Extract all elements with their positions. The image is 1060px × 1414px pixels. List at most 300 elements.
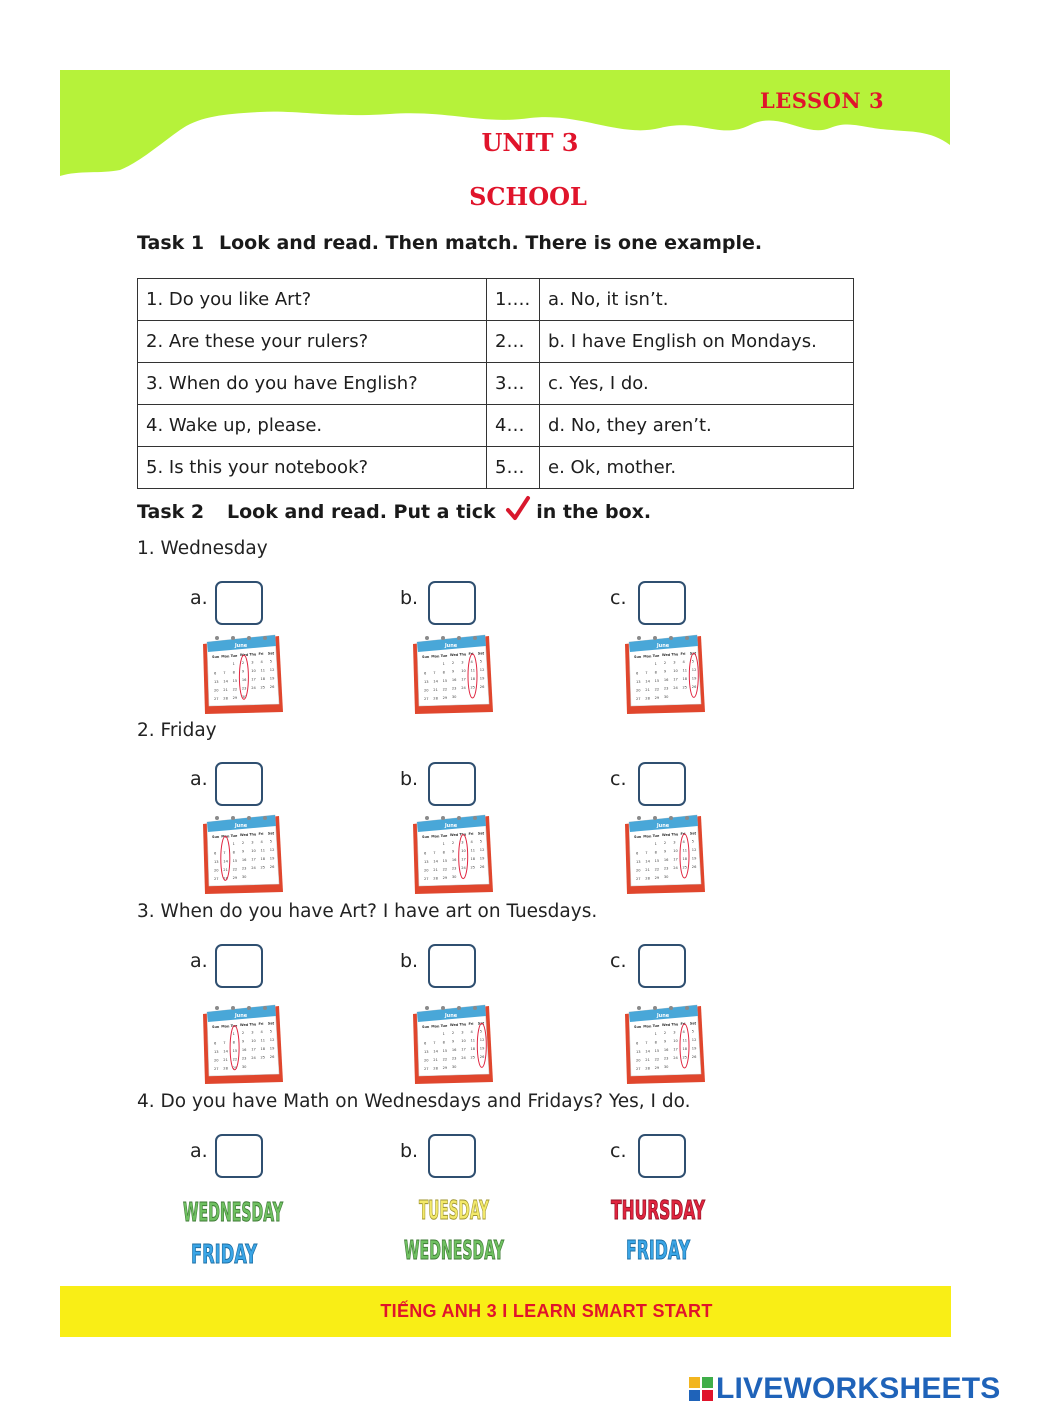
calendar-date: 16 [663, 858, 669, 863]
day-word-c2 [603, 1230, 713, 1270]
calendar-date: 7 [223, 850, 226, 855]
calendar-icon [621, 632, 705, 714]
calendar-date: 1 [232, 841, 235, 846]
calendar-date: 13 [424, 680, 429, 684]
calendar-date: 9 [241, 1039, 245, 1044]
calendar-date: 2 [663, 1031, 667, 1036]
calendar-date: 7 [433, 670, 436, 675]
calendar-weekday: Thu [249, 1022, 257, 1027]
brand-icon [688, 1376, 714, 1402]
calendar-date: 16 [451, 858, 457, 863]
calendar-weekday: Sun [212, 1025, 220, 1029]
calendar-date: 17 [461, 1047, 466, 1052]
calendar-icon [199, 632, 283, 714]
calendar-date: 30 [241, 1065, 247, 1070]
calendar-date: 24 [673, 1056, 678, 1061]
calendar-date: 10 [461, 1039, 466, 1044]
calendar-date: 21 [223, 867, 228, 872]
calendar-date: 14 [645, 1049, 650, 1054]
calendar-date: 9 [451, 1039, 455, 1044]
calendar-date: 17 [673, 857, 678, 862]
answer-slot[interactable]: 4… [487, 405, 540, 447]
calendar-date: 5 [269, 659, 273, 664]
calendar-date: 13 [424, 1050, 429, 1054]
calendar-date: 20 [424, 1058, 429, 1063]
answer-slot[interactable]: 3… [487, 363, 540, 405]
calendar-date: 15 [654, 858, 660, 863]
calendar-date: 26 [269, 1054, 275, 1059]
calendar-date: 22 [232, 867, 238, 872]
calendar-date: 1 [442, 841, 445, 846]
calendar-date: 30 [451, 875, 457, 880]
calendar-date: 11 [260, 848, 266, 853]
calendar-date: 26 [691, 684, 697, 689]
tick-box-q2-b[interactable] [428, 762, 476, 806]
answer-cell: b. I have English on Mondays. [540, 321, 854, 363]
calendar-date: 29 [442, 875, 448, 880]
tick-box-q3-c[interactable] [638, 944, 686, 988]
tick-box-q4-a[interactable] [215, 1134, 263, 1178]
day-word-b2 [399, 1230, 509, 1270]
calendar-date: 22 [442, 867, 448, 872]
calendar-date: 15 [442, 858, 448, 863]
calendar-date: 27 [636, 877, 641, 881]
matching-table [137, 278, 854, 489]
calendar-date: 9 [663, 1039, 667, 1044]
calendar-weekday: Thu [671, 832, 679, 837]
calendar-date: 9 [663, 669, 667, 674]
answer-cell: e. Ok, mother. [540, 447, 854, 489]
calendar-weekday: Sun [212, 835, 220, 839]
calendar-date: 21 [645, 1057, 650, 1062]
calendar-weekday: Sun [422, 655, 430, 659]
question-1: 1. Wednesday [137, 538, 268, 559]
calendar-date: 9 [451, 669, 455, 674]
calendar-date: 25 [260, 865, 266, 870]
table-row [138, 279, 854, 321]
tick-box-q3-a[interactable] [215, 944, 263, 988]
calendar-date: 7 [433, 1040, 436, 1045]
calendar-date: 21 [645, 687, 650, 692]
calendar-weekday: Sun [634, 835, 642, 839]
calendar-date: 3 [673, 660, 676, 665]
day-word-b1 [399, 1190, 509, 1230]
table-row [138, 405, 854, 447]
calendar-date: 25 [470, 865, 476, 870]
calendar-weekday: Sun [422, 1025, 430, 1029]
answer-slot[interactable]: 1…. [487, 279, 540, 321]
calendar-date: 7 [223, 1040, 226, 1045]
calendar-date: 10 [673, 1039, 678, 1044]
calendar-weekday: Sat [267, 1021, 275, 1026]
calendar-date: 4 [470, 840, 473, 844]
calendar-date: 19 [691, 1046, 697, 1051]
day-word-text: WEDNESDAY [404, 1236, 505, 1266]
calendar-weekday: Sat [477, 1021, 485, 1026]
calendar-date: 2 [451, 841, 455, 846]
calendar-weekday: Fri [468, 832, 474, 836]
calendar-weekday: Sat [267, 651, 275, 656]
task2-instruction: Look and read. Put a tick [227, 501, 496, 523]
calendar-month: June [234, 823, 248, 829]
calendar-icon [199, 1002, 283, 1084]
calendar-date: 30 [241, 875, 247, 880]
calendar-weekday: Sun [634, 655, 642, 659]
answer-slot[interactable]: 5… [487, 447, 540, 489]
calendar-date: 8 [232, 1040, 235, 1045]
calendar-date: 19 [269, 856, 275, 861]
calendar-date: 14 [433, 859, 438, 864]
tick-box-q4-b[interactable] [428, 1134, 476, 1178]
calendar-date: 6 [636, 1041, 639, 1046]
calendar-date: 6 [214, 851, 217, 856]
calendar-date: 10 [251, 669, 256, 674]
calendar-date: 13 [636, 1050, 641, 1054]
calendar-weekday: Tue [230, 1023, 238, 1028]
calendar-date: 19 [479, 856, 485, 861]
calendar-date: 12 [479, 667, 485, 672]
option-label: a. [190, 1140, 208, 1162]
calendar-date: 11 [682, 668, 688, 673]
answer-cell: a. No, it isn’t. [540, 279, 854, 321]
calendar-date: 9 [241, 849, 245, 854]
answer-slot[interactable]: 2… [487, 321, 540, 363]
question-cell: 5. Is this your notebook? [138, 447, 487, 489]
calendar-date: 24 [461, 686, 466, 691]
calendar-date: 5 [479, 1029, 483, 1034]
calendar-date: 9 [451, 849, 455, 854]
calendar-date: 8 [654, 850, 657, 855]
calendar-date: 6 [636, 851, 639, 856]
calendar-weekday: Sun [422, 835, 430, 839]
calendar-date: 11 [260, 668, 266, 673]
calendar-date: 12 [269, 667, 275, 672]
calendar-date: 15 [232, 678, 238, 683]
calendar-weekday: Tue [440, 1023, 448, 1028]
unit-title: UNIT 3 [481, 128, 579, 157]
calendar-month: June [234, 643, 248, 649]
tick-box-q2-a[interactable] [215, 762, 263, 806]
calendar-date: 22 [232, 1057, 238, 1062]
calendar-weekday: Sat [689, 831, 697, 836]
calendar-date: 26 [269, 864, 275, 869]
calendar-date: 18 [260, 677, 266, 681]
calendar-date: 18 [682, 857, 688, 861]
calendar-date: 13 [424, 860, 429, 864]
calendar-date: 21 [433, 687, 438, 692]
calendar-weekday: Fri [258, 1022, 264, 1026]
calendar-date: 8 [232, 670, 235, 675]
calendar-weekday: Fri [468, 1022, 474, 1026]
calendar-date: 3 [461, 660, 464, 665]
calendar-weekday: Tue [440, 833, 448, 838]
calendar-weekday: Mon [221, 834, 230, 839]
calendar-date: 5 [479, 839, 483, 844]
calendar-date: 23 [663, 686, 669, 691]
brand-logo [688, 1372, 1001, 1406]
table-row [138, 363, 854, 405]
calendar-date: 24 [251, 866, 256, 871]
calendar-icon [409, 632, 493, 714]
calendar-date: 10 [461, 849, 466, 854]
calendar-date: 17 [251, 677, 256, 682]
calendar-date: 26 [479, 684, 485, 689]
calendar-weekday: Sat [267, 831, 275, 836]
calendar-date: 4 [470, 660, 473, 664]
calendar-weekday: Tue [230, 833, 238, 838]
calendar-date: 27 [424, 877, 429, 881]
calendar-date: 30 [663, 875, 669, 880]
calendar-date: 18 [682, 1047, 688, 1051]
calendar-date: 10 [251, 1039, 256, 1044]
calendar-date: 2 [241, 661, 245, 666]
calendar-date: 5 [269, 1029, 273, 1034]
calendar-date: 16 [663, 1048, 669, 1053]
calendar-date: 23 [451, 686, 457, 691]
header-banner [60, 70, 950, 180]
day-word-c1 [603, 1190, 713, 1230]
calendar-weekday: Wed [239, 653, 249, 658]
calendar-date: 17 [461, 677, 466, 682]
calendar-date: 28 [433, 696, 438, 701]
calendar-month: June [234, 1013, 248, 1019]
calendar-date: 10 [461, 669, 466, 674]
calendar-date: 4 [682, 660, 685, 664]
calendar-date: 21 [645, 867, 650, 872]
tick-box-q2-c[interactable] [638, 762, 686, 806]
footer-bar [60, 1286, 951, 1337]
calendar-date: 15 [654, 678, 660, 683]
day-word-text: FRIDAY [191, 1240, 258, 1270]
calendar-date: 27 [424, 1067, 429, 1071]
calendar-date: 12 [691, 667, 697, 672]
calendar-weekday: Thu [671, 652, 679, 657]
calendar-weekday: Fri [258, 652, 264, 656]
calendar-date: 26 [691, 864, 697, 869]
calendar-weekday: Mon [643, 834, 652, 839]
calendar-date: 13 [214, 1050, 219, 1054]
calendar-date: 29 [232, 1065, 238, 1070]
calendar-date: 6 [424, 1041, 427, 1046]
calendar-date: 16 [241, 858, 247, 863]
calendar-weekday: Mon [221, 654, 230, 659]
calendar-date: 9 [241, 669, 245, 674]
option-label: b. [400, 768, 419, 790]
calendar-date: 16 [663, 678, 669, 683]
day-word-text: THURSDAY [611, 1196, 706, 1226]
calendar-date: 4 [260, 1030, 263, 1034]
calendar-date: 26 [691, 1054, 697, 1059]
calendar-weekday: Thu [249, 652, 257, 657]
calendar-date: 28 [223, 876, 228, 881]
calendar-date: 29 [232, 875, 238, 880]
calendar-month: June [656, 643, 670, 649]
calendar-date: 7 [645, 1040, 648, 1045]
calendar-date: 15 [654, 1048, 660, 1053]
calendar-weekday: Wed [449, 1023, 459, 1028]
task2-label: Task 2 [137, 501, 205, 523]
calendar-date: 2 [241, 1031, 245, 1036]
calendar-weekday: Sun [634, 1025, 642, 1029]
calendar-date: 24 [673, 686, 678, 691]
task1-heading [137, 232, 762, 254]
calendar-date: 22 [232, 687, 238, 692]
calendar-date: 20 [636, 688, 641, 693]
calendar-date: 15 [442, 1048, 448, 1053]
calendar-date: 11 [470, 1038, 476, 1043]
calendar-date: 2 [451, 1031, 455, 1036]
tick-box-q3-b[interactable] [428, 944, 476, 988]
table-row [138, 321, 854, 363]
question-3: 3. When do you have Art? I have art on Tuesdays. [137, 901, 598, 922]
question-2: 2. Friday [137, 720, 217, 741]
calendar-date: 22 [442, 687, 448, 692]
calendar-date: 21 [223, 1057, 228, 1062]
calendar-date: 16 [451, 1048, 457, 1053]
calendar-date: 7 [645, 850, 648, 855]
calendar-date: 8 [654, 670, 657, 675]
calendar-date: 1 [232, 1031, 235, 1036]
calendar-date: 3 [251, 660, 254, 665]
calendar-date: 12 [269, 847, 275, 852]
calendar-date: 23 [663, 1056, 669, 1061]
calendar-date: 20 [214, 1058, 219, 1063]
calendar-date: 25 [260, 1055, 266, 1060]
calendar-date: 4 [682, 1030, 685, 1034]
calendar-date: 29 [232, 695, 238, 700]
footer-text: TIẾNG ANH 3 I LEARN SMART START [380, 1301, 713, 1321]
calendar-weekday: Sat [477, 651, 485, 656]
calendar-weekday: Sat [477, 831, 485, 836]
day-word-text: TUESDAY [419, 1196, 490, 1226]
calendar-date: 28 [645, 696, 650, 701]
calendar-date: 10 [673, 849, 678, 854]
calendar-weekday: Fri [468, 652, 474, 656]
calendar-icon [199, 812, 283, 894]
tick-box-q1-c[interactable] [638, 581, 686, 625]
calendar-date: 25 [682, 865, 688, 870]
calendar-date: 13 [636, 680, 641, 684]
calendar-date: 15 [232, 858, 238, 863]
tick-icon [506, 496, 530, 522]
calendar-date: 25 [470, 685, 476, 690]
calendar-date: 27 [636, 1067, 641, 1071]
tick-box-q1-b[interactable] [428, 581, 476, 625]
calendar-date: 5 [691, 659, 695, 664]
calendar-weekday: Tue [230, 653, 238, 658]
calendar-date: 24 [251, 686, 256, 691]
calendar-date: 18 [470, 677, 476, 681]
calendar-date: 5 [691, 1029, 695, 1034]
calendar-date: 12 [269, 1037, 275, 1042]
calendar-weekday: Wed [239, 833, 249, 838]
calendar-date: 19 [479, 676, 485, 681]
calendar-date: 23 [663, 866, 669, 871]
calendar-date: 3 [461, 1030, 464, 1035]
calendar-date: 30 [663, 695, 669, 700]
calendar-weekday: Fri [680, 832, 686, 836]
calendar-weekday: Mon [221, 1024, 230, 1029]
calendar-date: 1 [442, 661, 445, 666]
calendar-date: 27 [214, 1067, 219, 1071]
option-label: b. [400, 587, 419, 609]
calendar-date: 4 [682, 840, 685, 844]
calendar-date: 28 [645, 1066, 650, 1071]
calendar-date: 20 [636, 1058, 641, 1063]
calendar-icon [409, 1002, 493, 1084]
calendar-date: 16 [451, 678, 457, 683]
task1-instruction: Look and read. Then match. There is one example. [219, 232, 763, 254]
tick-box-q4-c[interactable] [638, 1134, 686, 1178]
calendar-date: 29 [654, 1065, 660, 1070]
calendar-date: 11 [260, 1038, 266, 1043]
calendar-date: 20 [424, 868, 429, 873]
calendar-date: 6 [424, 671, 427, 676]
calendar-date: 11 [682, 1038, 688, 1043]
option-label: c. [610, 1140, 627, 1162]
calendar-weekday: Tue [440, 653, 448, 658]
calendar-date: 28 [223, 1066, 228, 1071]
calendar-date: 1 [232, 661, 235, 666]
calendar-date: 8 [442, 850, 445, 855]
calendar-date: 22 [654, 1057, 660, 1062]
calendar-date: 17 [673, 1047, 678, 1052]
calendar-date: 21 [223, 687, 228, 692]
calendar-date: 11 [682, 848, 688, 853]
calendar-date: 26 [479, 864, 485, 869]
calendar-date: 4 [470, 1030, 473, 1034]
tick-box-q1-a[interactable] [215, 581, 263, 625]
brand-name: LIVEWORKSHEETS [716, 1372, 1001, 1405]
lesson-label: LESSON 3 [760, 88, 885, 113]
calendar-date: 19 [691, 676, 697, 681]
day-word-a2 [178, 1234, 288, 1274]
calendar-icon [621, 1002, 705, 1084]
calendar-date: 28 [433, 1066, 438, 1071]
calendar-date: 19 [269, 1046, 275, 1051]
calendar-icon [409, 812, 493, 894]
calendar-weekday: Mon [643, 1024, 652, 1029]
calendar-date: 13 [214, 860, 219, 864]
calendar-date: 27 [424, 697, 429, 701]
calendar-weekday: Mon [431, 654, 440, 659]
calendar-date: 18 [470, 857, 476, 861]
calendar-weekday: Fri [680, 652, 686, 656]
calendar-date: 2 [451, 661, 455, 666]
calendar-date: 12 [691, 847, 697, 852]
calendar-date: 8 [654, 1040, 657, 1045]
calendar-date: 21 [433, 867, 438, 872]
calendar-weekday: Sat [689, 1021, 697, 1026]
question-cell: 1. Do you like Art? [138, 279, 487, 321]
calendar-date: 30 [663, 1065, 669, 1070]
calendar-date: 10 [251, 849, 256, 854]
calendar-date: 8 [442, 670, 445, 675]
calendar-weekday: Mon [643, 654, 652, 659]
calendar-date: 1 [654, 841, 657, 846]
calendar-date: 18 [682, 677, 688, 681]
calendar-date: 1 [442, 1031, 445, 1036]
calendar-date: 25 [682, 685, 688, 690]
answer-cell: d. No, they aren’t. [540, 405, 854, 447]
calendar-date: 6 [636, 671, 639, 676]
calendar-date: 22 [654, 867, 660, 872]
calendar-date: 11 [470, 668, 476, 673]
calendar-date: 12 [691, 1037, 697, 1042]
calendar-weekday: Tue [652, 1023, 660, 1028]
calendar-date: 26 [479, 1054, 485, 1059]
calendar-date: 22 [654, 687, 660, 692]
